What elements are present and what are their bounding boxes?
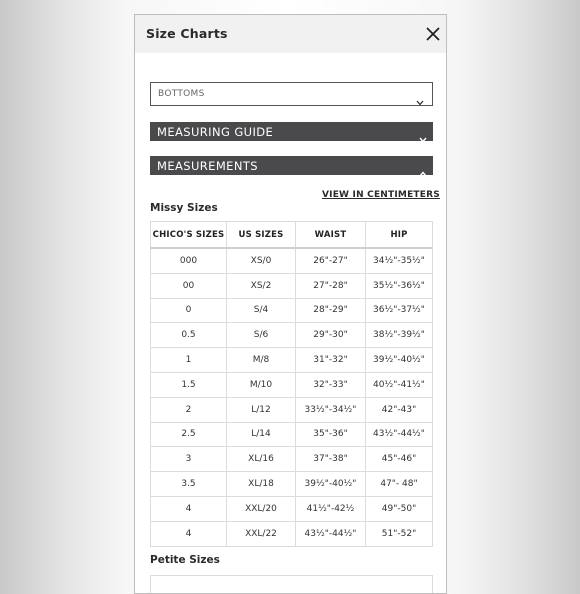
missy-sizes-title: Missy Sizes	[150, 202, 218, 214]
measuring-guide-toggle[interactable]	[150, 122, 433, 141]
chevron-down-icon	[416, 91, 424, 110]
table-cell: 49"-50"	[366, 496, 433, 521]
column-header: HIP	[366, 222, 433, 249]
column-header: WAIST	[296, 222, 366, 249]
size-charts-modal	[134, 14, 447, 594]
table-cell: S/6	[227, 323, 296, 348]
table-row	[151, 397, 433, 422]
table-cell: M/10	[227, 372, 296, 397]
table-cell: L/12	[227, 397, 296, 422]
table-row	[151, 348, 433, 373]
table-cell: 42"-43"	[366, 397, 433, 422]
table-cell: 43½"-44½"	[296, 521, 366, 546]
table-cell: 0.5	[151, 323, 227, 348]
table-cell: S/4	[227, 298, 296, 323]
table-row	[151, 447, 433, 472]
table-row	[151, 521, 433, 546]
table-cell: XL/18	[227, 472, 296, 497]
table-cell: 43½"-44½"	[366, 422, 433, 447]
table-cell: 3	[151, 447, 227, 472]
table-cell: 26"-27"	[296, 248, 366, 273]
table-cell: 40½"-41½"	[366, 372, 433, 397]
table-cell: 00	[151, 273, 227, 298]
category-select-value: BOTTOMS	[158, 89, 205, 99]
measurements-toggle[interactable]	[150, 156, 433, 175]
petite-sizes-title: Petite Sizes	[150, 554, 220, 566]
table-cell: 36½"-37½"	[366, 298, 433, 323]
missy-size-table	[150, 221, 433, 547]
table-cell: 47"- 48"	[366, 472, 433, 497]
table-row	[151, 273, 433, 298]
table-cell: XXL/20	[227, 496, 296, 521]
category-select[interactable]	[150, 82, 433, 106]
table-cell: XS/0	[227, 248, 296, 273]
table-cell: XS/2	[227, 273, 296, 298]
table-cell: 4	[151, 521, 227, 546]
petite-size-table	[150, 575, 433, 594]
chevron-down-icon	[419, 128, 427, 147]
table-row	[151, 372, 433, 397]
table-cell: 1	[151, 348, 227, 373]
table-cell: XL/16	[227, 447, 296, 472]
table-cell: 1.5	[151, 372, 227, 397]
table-cell: 31"-32"	[296, 348, 366, 373]
table-cell: 33½"-34½"	[296, 397, 366, 422]
table-row	[151, 422, 433, 447]
chevron-up-icon	[419, 162, 427, 181]
table-row	[151, 496, 433, 521]
table-row	[151, 248, 433, 273]
table-row	[151, 323, 433, 348]
measurements-label: MEASUREMENTS	[157, 159, 258, 173]
view-in-centimeters-link[interactable]: VIEW IN CENTIMETERS	[322, 190, 440, 200]
table-cell: 2	[151, 397, 227, 422]
table-cell: L/14	[227, 422, 296, 447]
table-cell: 39½"-40½"	[296, 472, 366, 497]
table-cell: 35"-36"	[296, 422, 366, 447]
table-cell: 3.5	[151, 472, 227, 497]
table-cell: 2.5	[151, 422, 227, 447]
table-cell: 39½"-40½"	[366, 348, 433, 373]
close-icon[interactable]	[424, 25, 442, 43]
table-cell: 45"-46"	[366, 447, 433, 472]
table-header-row	[151, 222, 433, 249]
table-row	[151, 298, 433, 323]
table-row	[151, 472, 433, 497]
table-cell: 28"-29"	[296, 298, 366, 323]
table-cell: 41½"-42½	[296, 496, 366, 521]
table-cell: 51"-52"	[366, 521, 433, 546]
modal-title: Size Charts	[146, 26, 228, 41]
table-cell: 000	[151, 248, 227, 273]
table-cell: XXL/22	[227, 521, 296, 546]
table-cell: M/8	[227, 348, 296, 373]
measuring-guide-label: MEASURING GUIDE	[157, 125, 274, 139]
table-cell: 27"-28"	[296, 273, 366, 298]
table-cell: 29"-30"	[296, 323, 366, 348]
table-cell: 4	[151, 496, 227, 521]
table-cell: 38½"-39½"	[366, 323, 433, 348]
column-header: CHICO'S SIZES	[151, 222, 227, 249]
table-cell: 35½"-36½"	[366, 273, 433, 298]
table-cell: 34½"-35½"	[366, 248, 433, 273]
table-cell: 37"-38"	[296, 447, 366, 472]
modal-header	[135, 15, 446, 53]
table-cell: 0	[151, 298, 227, 323]
column-header: US SIZES	[227, 222, 296, 249]
table-cell: 32"-33"	[296, 372, 366, 397]
